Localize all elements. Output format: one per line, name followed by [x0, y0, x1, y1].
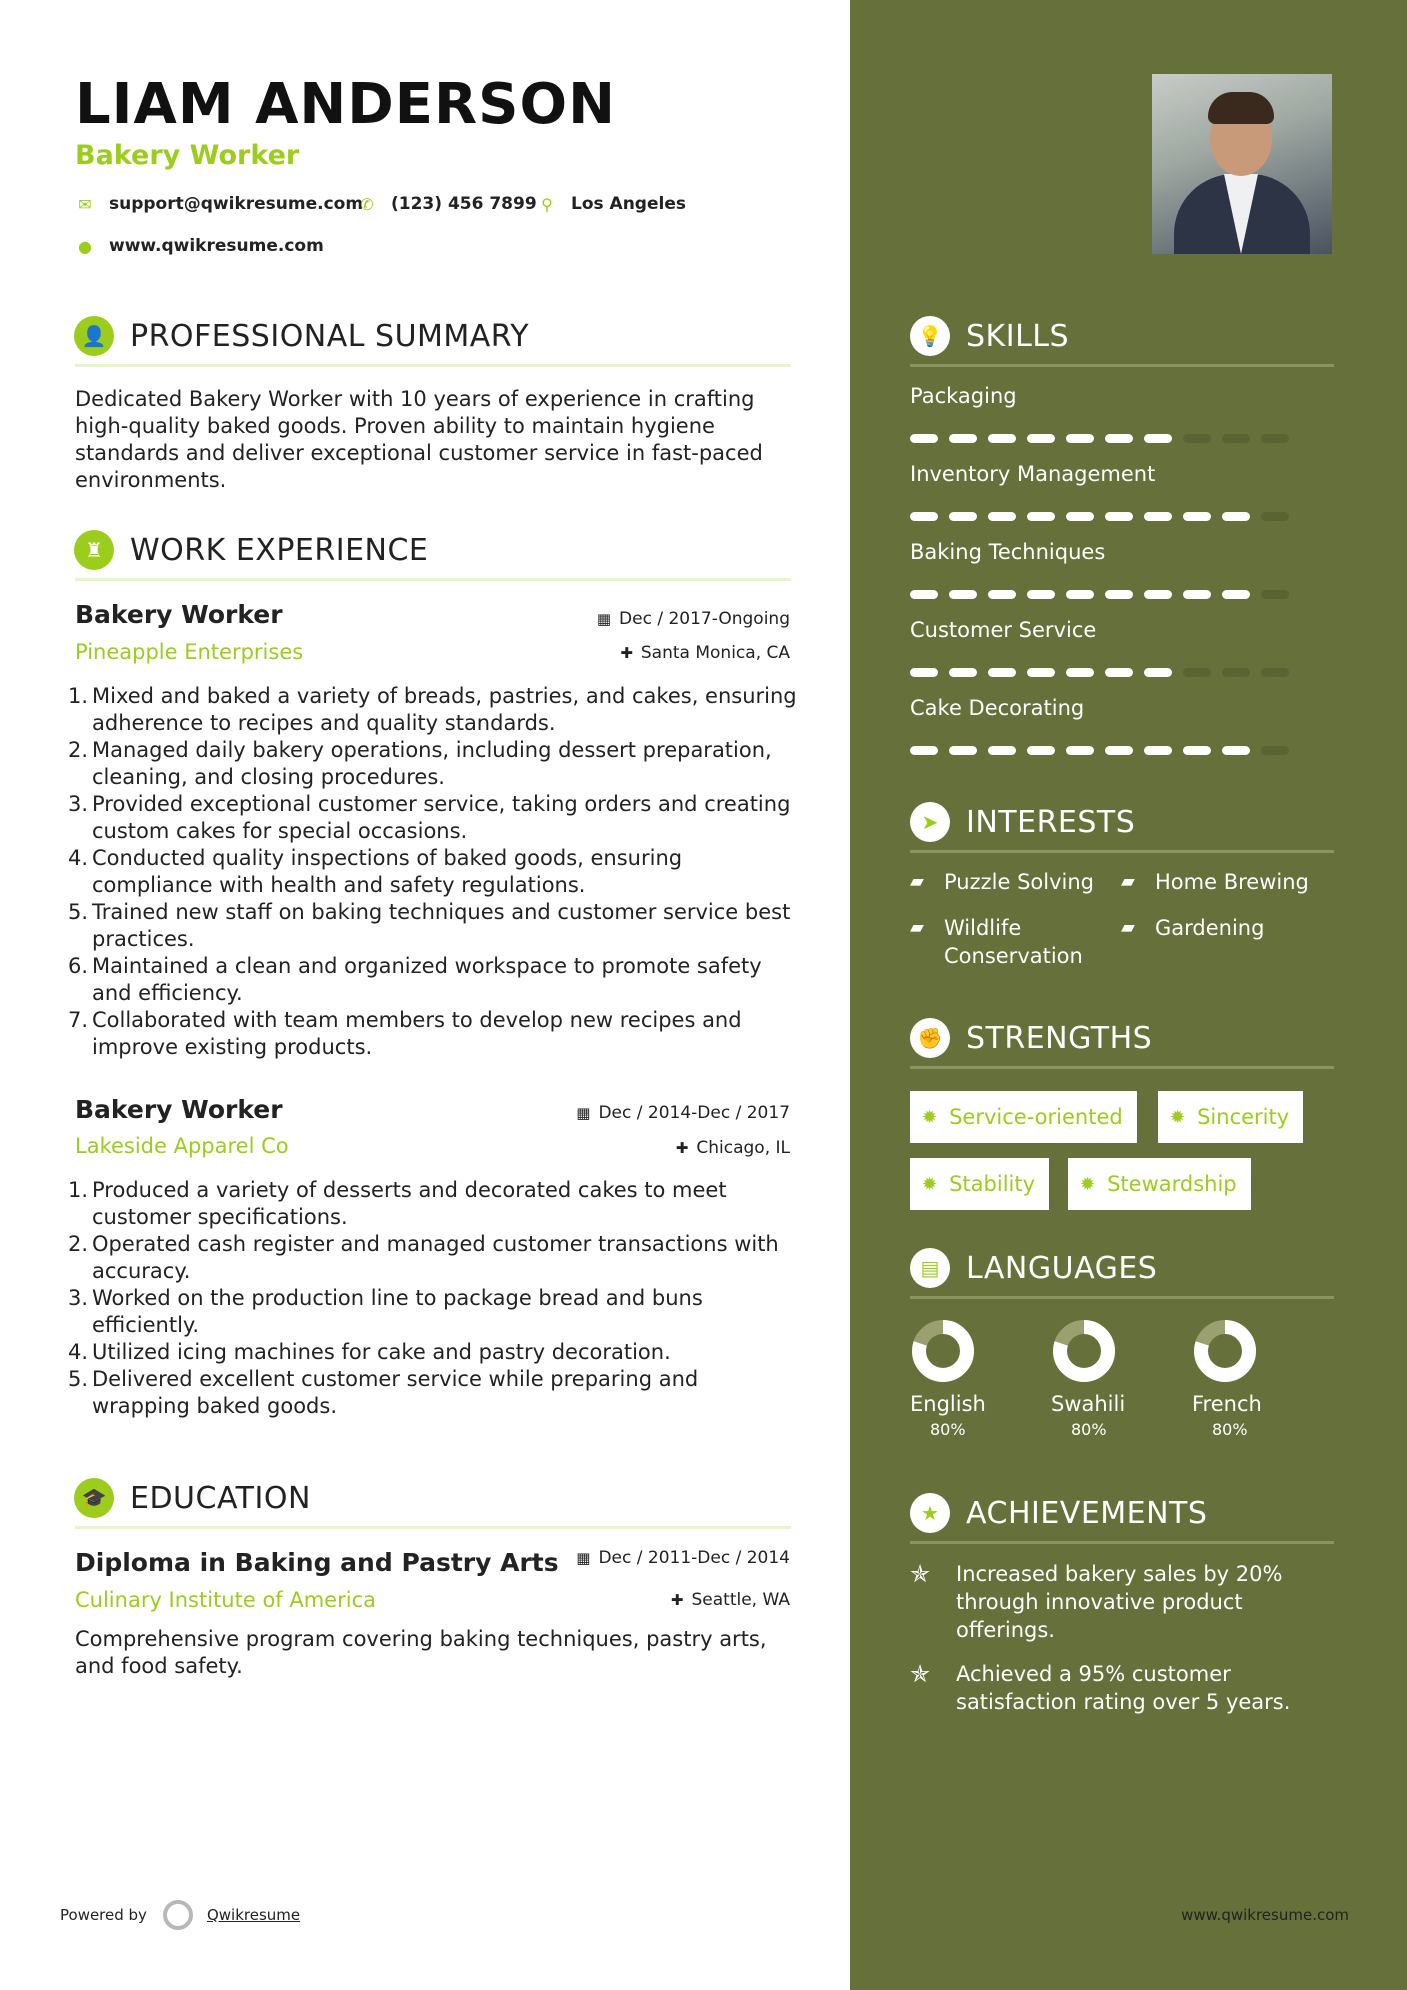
footer-site[interactable]: www.qwikresume.com — [1181, 1906, 1349, 1924]
job-title: Bakery Worker — [75, 600, 283, 629]
shooting-star-icon: ✯ — [910, 1560, 931, 1588]
footer-powered-by — [60, 1900, 300, 1930]
website-text: www.qwikresume.com — [109, 236, 324, 256]
skill-dot — [988, 434, 1016, 443]
strength-chip — [1158, 1091, 1303, 1143]
duty-item — [68, 1177, 798, 1231]
languages-section-header — [910, 1248, 1157, 1288]
strength-chip — [910, 1158, 1049, 1210]
skill-dot — [1066, 512, 1094, 521]
contact-website[interactable] — [75, 236, 324, 256]
fist-icon: ✊ — [910, 1018, 950, 1058]
job-title: Bakery Worker — [75, 1095, 283, 1124]
duty-item — [68, 1285, 798, 1339]
job-company: Pineapple Enterprises — [75, 640, 304, 664]
skill-dot — [1222, 512, 1250, 521]
skill-dot — [1066, 434, 1094, 443]
achievement-text: Increased bakery sales by 20% through innovative product offerings. — [956, 1562, 1283, 1642]
duty-item — [68, 1366, 798, 1420]
globe-icon: ● — [78, 236, 92, 256]
duty-number: 3. — [68, 1286, 89, 1310]
duty-text: Conducted quality inspections of baked goods, ensuring compliance with health and safety regulations. — [92, 846, 683, 897]
strength-chip — [910, 1091, 1137, 1143]
language-card-icon: ▤ — [910, 1248, 950, 1288]
language-item — [1051, 1318, 1161, 1439]
contact-location — [537, 194, 686, 214]
pin-icon: ✚ — [675, 1139, 689, 1157]
achievement-text: Achieved a 95% customer satisfaction rating over 5 years. — [956, 1662, 1291, 1714]
language-item — [910, 1318, 1020, 1439]
calendar-icon: ▦ — [576, 1549, 591, 1567]
duty-text: Worked on the production line to package bread and buns efficiently. — [92, 1286, 703, 1337]
duty-item — [68, 1231, 798, 1285]
job-location — [676, 1138, 790, 1158]
interests-heading: INTERESTS — [966, 804, 1136, 840]
skill-dot — [910, 434, 938, 443]
skill-level-bar — [910, 590, 1300, 599]
skill-dot — [949, 746, 977, 755]
badge-icon: ✹ — [1170, 1106, 1186, 1128]
book-icon: ▰ — [1121, 917, 1135, 938]
skill-level-bar — [910, 746, 1300, 755]
job-company: Lakeside Apparel Co — [75, 1134, 289, 1158]
skill-dot — [1222, 590, 1250, 599]
skill-dot — [1144, 746, 1172, 755]
paper-plane-icon: ➤ — [910, 802, 950, 842]
skill-dot — [949, 434, 977, 443]
education-section-header — [74, 1478, 311, 1518]
duty-number: 4. — [68, 846, 89, 870]
skill-dot — [1066, 746, 1094, 755]
strength-label: Service-oriented — [949, 1105, 1123, 1129]
skill-dot — [1183, 434, 1211, 443]
duty-text: Utilized icing machines for cake and pastry decoration. — [92, 1340, 671, 1364]
duty-text: Trained new staff on baking techniques and customer service best practices. — [92, 900, 791, 951]
badge-icon: ✹ — [922, 1173, 938, 1195]
chair-icon: ♜ — [74, 530, 114, 570]
skill-dot — [910, 512, 938, 521]
job-dates — [576, 1103, 790, 1123]
badge-icon: ✹ — [922, 1106, 938, 1128]
strengths-heading: STRENGTHS — [966, 1020, 1153, 1056]
school-name: Culinary Institute of America — [75, 1588, 376, 1612]
skill-dot — [949, 668, 977, 677]
map-pin-icon: ⚲ — [541, 194, 553, 214]
divider — [75, 1526, 791, 1529]
duty-number: 2. — [68, 738, 89, 762]
skill-level-bar — [910, 512, 1300, 521]
skill-dot — [1144, 668, 1172, 677]
divider — [910, 1541, 1334, 1544]
interest-label: Puzzle Solving — [944, 870, 1094, 894]
skill-level-bar — [910, 668, 1300, 677]
skill-dot — [1222, 434, 1250, 443]
qwikresume-logo-icon — [163, 1900, 193, 1930]
pin-icon: ✚ — [620, 644, 633, 662]
language-name: Swahili — [1051, 1392, 1126, 1416]
skill-dot — [910, 746, 938, 755]
language-percent: 80% — [930, 1420, 966, 1439]
skill-dot — [1144, 512, 1172, 521]
book-icon: ▰ — [910, 871, 924, 892]
interest-item — [1121, 868, 1331, 896]
skill-dot — [1261, 590, 1289, 599]
candidate-title: Bakery Worker — [75, 140, 300, 171]
skill-dot — [1105, 590, 1133, 599]
duty-item — [68, 737, 798, 791]
phone-icon: ✆ — [360, 194, 374, 214]
book-icon: ▰ — [910, 917, 924, 938]
language-percent: 80% — [1071, 1420, 1107, 1439]
summary-heading: PROFESSIONAL SUMMARY — [130, 318, 530, 354]
interest-item — [910, 868, 1110, 896]
divider — [910, 850, 1334, 853]
skill-dot — [1027, 746, 1055, 755]
skill-dot — [1144, 590, 1172, 599]
experience-heading: WORK EXPERIENCE — [130, 532, 429, 568]
skill-name: Packaging — [910, 384, 1017, 408]
summary-section-header — [74, 316, 529, 356]
strength-label: Sincerity — [1197, 1105, 1290, 1129]
strength-label: Stability — [949, 1172, 1036, 1196]
skill-dot — [988, 746, 1016, 755]
skill-dot — [1183, 590, 1211, 599]
strength-chip — [1068, 1158, 1251, 1210]
skill-dot — [988, 590, 1016, 599]
language-item — [1192, 1318, 1302, 1439]
lightbulb-icon: 💡 — [910, 316, 950, 356]
skill-dot — [1261, 668, 1289, 677]
summary-text: Dedicated Bakery Worker with 10 years of experience in crafting high-quality baked goods. Proven ability to maintain hygiene standards and deliver exceptional customer service in fast-paced environments. — [75, 387, 763, 492]
skill-name: Cake Decorating — [910, 696, 1085, 720]
education-description: Comprehensive program covering baking techniques, pastry arts, and food safety. — [75, 1627, 767, 1678]
duty-number: 1. — [68, 1178, 89, 1202]
job-dates-text: Dec / 2014-Dec / 2017 — [598, 1103, 790, 1123]
photo-hair — [1208, 92, 1274, 124]
skill-dot — [949, 590, 977, 599]
duty-number: 2. — [68, 1232, 89, 1256]
interest-item — [1121, 914, 1331, 942]
duty-item — [68, 683, 798, 737]
candidate-name: LIAM ANDERSON — [75, 72, 616, 137]
duty-text: Delivered excellent customer service while preparing and wrapping baked goods. — [92, 1367, 699, 1418]
contact-email[interactable] — [75, 194, 363, 214]
duty-text: Operated cash register and managed customer transactions with accuracy. — [92, 1232, 779, 1283]
skill-dot — [1144, 434, 1172, 443]
skill-dot — [1261, 746, 1289, 755]
divider — [75, 578, 791, 581]
skill-name: Baking Techniques — [910, 540, 1106, 564]
achievement-item — [910, 1560, 1330, 1644]
skill-dot — [1105, 668, 1133, 677]
calendar-icon: ▦ — [596, 610, 612, 628]
skill-dot — [1261, 512, 1289, 521]
skill-dot — [988, 668, 1016, 677]
job-location — [620, 643, 790, 663]
skill-dot — [1027, 590, 1055, 599]
skill-level-bar — [910, 434, 1300, 443]
duty-item — [68, 1007, 798, 1061]
skill-dot — [1222, 668, 1250, 677]
interest-label: Gardening — [1155, 916, 1265, 940]
skill-dot — [949, 512, 977, 521]
duty-number: 4. — [68, 1340, 89, 1364]
calendar-icon: ▦ — [576, 1104, 591, 1122]
language-percent: 80% — [1212, 1420, 1248, 1439]
shooting-star-icon: ✯ — [910, 1660, 931, 1688]
divider — [910, 1296, 1334, 1299]
pin-icon: ✚ — [670, 1591, 684, 1609]
divider — [75, 364, 791, 367]
education-dates — [576, 1548, 790, 1568]
location-text: Los Angeles — [571, 194, 686, 214]
interests-section-header — [910, 802, 1135, 842]
star-icon: ★ — [910, 1493, 950, 1533]
achievement-item — [910, 1660, 1330, 1716]
interest-label: Wildlife Conservation — [944, 916, 1083, 968]
strengths-section-header — [910, 1018, 1152, 1058]
interest-label: Home Brewing — [1155, 870, 1309, 894]
duty-text: Produced a variety of desserts and decorated cakes to meet customer specifications. — [92, 1178, 727, 1229]
interest-item — [910, 914, 1100, 970]
skill-dot — [1183, 512, 1211, 521]
job-dates-text: Dec / 2017-Ongoing — [619, 609, 790, 629]
divider — [910, 364, 1334, 367]
duty-item — [68, 953, 798, 1007]
duty-number: 6. — [68, 954, 89, 978]
skill-dot — [1066, 668, 1094, 677]
skill-dot — [1027, 668, 1055, 677]
duty-number: 5. — [68, 900, 89, 924]
job-location-text: Santa Monica, CA — [640, 643, 790, 663]
education-location — [671, 1590, 790, 1610]
phone-text: (123) 456 7899 — [391, 194, 537, 214]
skill-dot — [910, 668, 938, 677]
job-duties-list — [68, 1177, 798, 1420]
graduate-icon: 🎓 — [74, 1478, 114, 1518]
profile-photo — [1152, 74, 1332, 254]
duty-item — [68, 845, 798, 899]
education-heading: EDUCATION — [130, 1480, 311, 1516]
skill-dot — [1105, 512, 1133, 521]
user-icon: 👤 — [74, 316, 114, 356]
duty-text: Managed daily bakery operations, including dessert preparation, cleaning, and closing procedures. — [92, 738, 772, 789]
duty-number: 5. — [68, 1367, 89, 1391]
education-dates-text: Dec / 2011-Dec / 2014 — [598, 1548, 790, 1568]
contact-phone[interactable] — [357, 194, 537, 214]
duty-text: Maintained a clean and organized workspace to promote safety and efficiency. — [92, 954, 762, 1005]
experience-section-header — [74, 530, 428, 570]
powered-by-text: Powered by — [60, 1906, 147, 1924]
duty-number: 3. — [68, 792, 89, 816]
language-name: French — [1192, 1392, 1262, 1416]
skill-dot — [1183, 746, 1211, 755]
language-name: English — [910, 1392, 986, 1416]
language-ring — [910, 1318, 976, 1384]
job-dates — [597, 609, 790, 629]
duty-number: 1. — [68, 684, 89, 708]
skills-heading: SKILLS — [966, 318, 1070, 354]
skill-dot — [1183, 668, 1211, 677]
book-icon: ▰ — [1121, 871, 1135, 892]
skill-dot — [1222, 746, 1250, 755]
skill-dot — [1066, 590, 1094, 599]
sidebar — [850, 0, 1407, 1990]
divider — [910, 1066, 1334, 1069]
achievements-section-header — [910, 1493, 1207, 1533]
skills-section-header — [910, 316, 1069, 356]
duty-number: 7. — [68, 1008, 89, 1032]
skill-dot — [1027, 512, 1055, 521]
skill-dot — [1261, 434, 1289, 443]
skill-dot — [1027, 434, 1055, 443]
job-location-text: Chicago, IL — [696, 1138, 790, 1158]
skill-dot — [1105, 746, 1133, 755]
badge-icon: ✹ — [1080, 1173, 1096, 1195]
skill-name: Inventory Management — [910, 462, 1156, 486]
duty-item — [68, 899, 798, 953]
education-location-text: Seattle, WA — [691, 1590, 790, 1610]
achievements-heading: ACHIEVEMENTS — [966, 1495, 1208, 1531]
duty-text: Provided exceptional customer service, taking orders and creating custom cakes for special occasions. — [92, 792, 791, 843]
strength-label: Stewardship — [1107, 1172, 1237, 1196]
languages-heading: LANGUAGES — [966, 1250, 1158, 1286]
duty-text: Mixed and baked a variety of breads, pastries, and cakes, ensuring adherence to recipes and quality standards. — [92, 684, 797, 735]
job-duties-list — [68, 683, 798, 1061]
skill-name: Customer Service — [910, 618, 1097, 642]
brand-link[interactable]: Qwikresume — [206, 1906, 301, 1924]
degree-title: Diploma in Baking and Pastry Arts — [75, 1548, 559, 1577]
skill-dot — [910, 590, 938, 599]
duty-item — [68, 791, 798, 845]
language-ring — [1192, 1318, 1258, 1384]
envelope-icon: ✉ — [78, 194, 92, 214]
duty-item — [68, 1339, 798, 1366]
duty-text: Collaborated with team members to develop new recipes and improve existing products. — [92, 1008, 742, 1059]
skill-dot — [1105, 434, 1133, 443]
email-text: support@qwikresume.com — [109, 194, 364, 214]
language-ring — [1051, 1318, 1117, 1384]
skill-dot — [988, 512, 1016, 521]
